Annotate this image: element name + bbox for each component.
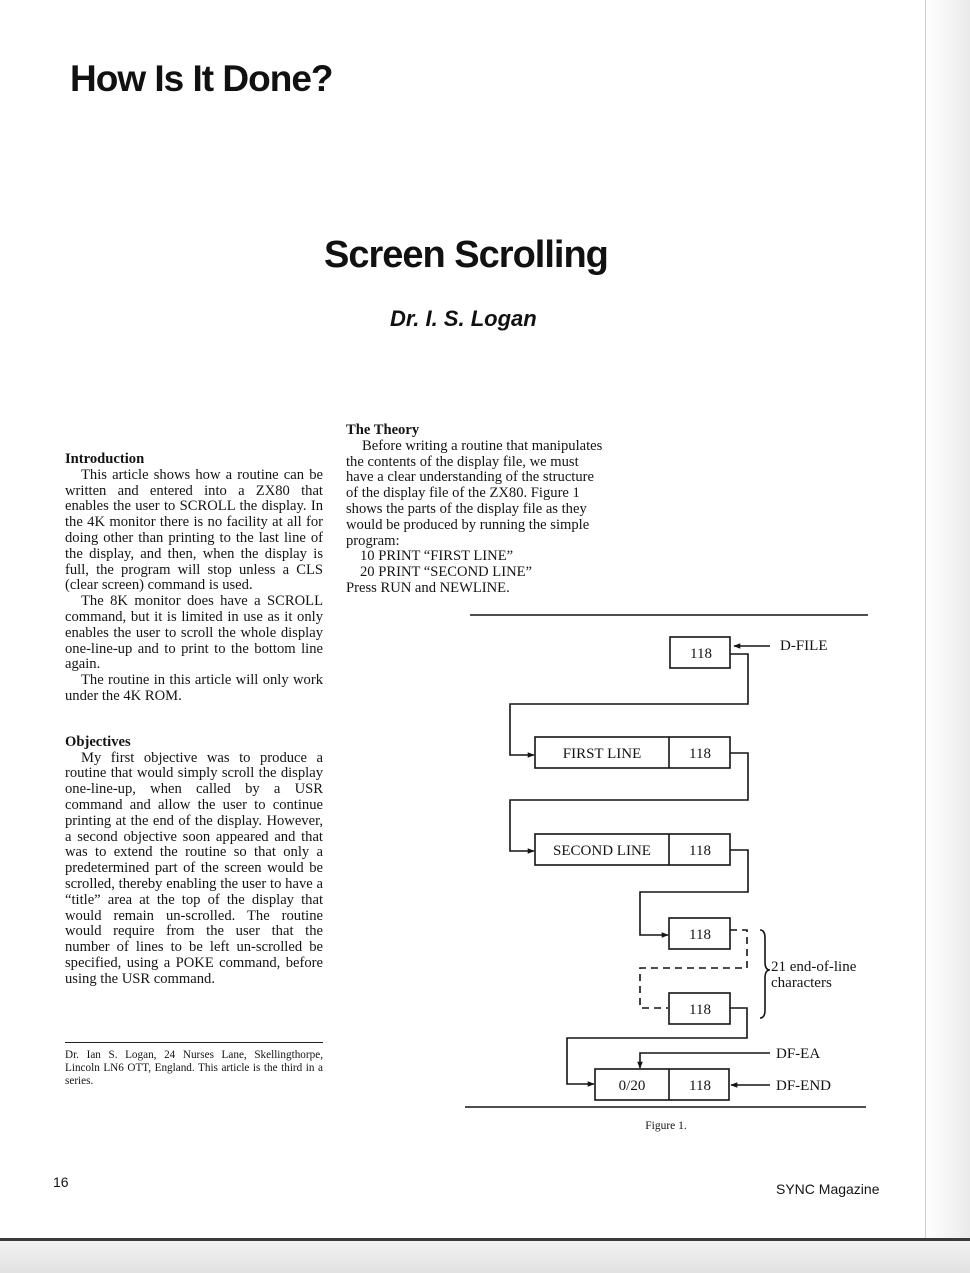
newline-code: 118 bbox=[689, 843, 711, 859]
objectives-heading: Objectives bbox=[65, 733, 131, 750]
program-line: 20 PRINT “SECOND LINE” bbox=[360, 564, 533, 581]
page-number: 16 bbox=[53, 1174, 69, 1190]
df-ea-label: DF-EA bbox=[776, 1046, 821, 1062]
df-ea-pointer-arrow bbox=[640, 1053, 770, 1068]
d-file-label: D-FILE bbox=[780, 638, 828, 654]
magazine-name: SYNC Magazine bbox=[776, 1181, 880, 1197]
second-line-text: SECOND LINE bbox=[553, 843, 651, 859]
last-cell-text: 0/20 bbox=[618, 1078, 646, 1094]
connector-line bbox=[640, 850, 748, 935]
author-footnote: Dr. Ian S. Logan, 24 Nurses Lane, Skellingthorpe, Lincoln LN6 OTT, England. This article is the third in a series. bbox=[65, 1042, 323, 1088]
program-line: 10 PRINT “FIRST LINE” bbox=[360, 548, 514, 565]
introduction-paragraph: The 8K monitor does have a SCROLL command, but it is limited in use as it only enables the user to scroll the whole display one-line-up and to print to the bottom line again. bbox=[65, 593, 323, 673]
newline-code: 118 bbox=[689, 1002, 711, 1018]
newline-code: 118 bbox=[689, 927, 711, 943]
objectives-paragraph: My first objective was to produce a routine that would simply scroll the display one-line-up, when called by a USR command and allow the user to continue printing at the end of the display. However, a second objective soon appeared and that was to extend the routine so that only a predetermined part of the screen would be scrolled, thereby enabling the user to have a “title” area at the top of the display that would remain un-scrolled. The routine would require from the user that the number of lines to be left un-scrolled be specified, using a POKE command, before using the USR command. bbox=[65, 749, 323, 987]
connector-line bbox=[567, 1008, 747, 1084]
theory-paragraph: Before writing a routine that manipulates the contents of the display file, we must have a clear understanding of the structure of the display file of the ZX80. Figure 1 shows the parts of the display file as they would be produced by running the simple program: bbox=[346, 437, 603, 549]
theory-closing: Press RUN and NEWLINE. bbox=[346, 579, 510, 596]
df-end-label: DF-END bbox=[776, 1078, 831, 1094]
theory-heading: The Theory bbox=[346, 422, 420, 438]
brace-label: characters bbox=[771, 975, 832, 991]
article-title: Screen Scrolling bbox=[324, 234, 608, 276]
introduction-paragraph: The routine in this article will only work under the 4K ROM. bbox=[65, 672, 323, 704]
section-title: How Is It Done? bbox=[70, 58, 333, 99]
first-line-text: FIRST LINE bbox=[562, 746, 642, 762]
brace-bracket bbox=[760, 930, 770, 1018]
connector-line bbox=[510, 654, 748, 755]
newline-code: 118 bbox=[689, 746, 711, 762]
newline-code: 118 bbox=[689, 1078, 711, 1094]
introduction-paragraph: This article shows how a routine can be written and entered into a ZX80 that enables the user to SCROLL the display. In the 4K monitor there is no facility at all for doing other than printing to the last line of the display, and then, when the display is full, the program will stop unless a CLS (clear screen) command is used. bbox=[65, 466, 323, 594]
author-byline: Dr. I. S. Logan bbox=[390, 306, 537, 331]
figure-caption: Figure 1. bbox=[645, 1120, 687, 1132]
introduction-heading: Introduction bbox=[65, 451, 145, 467]
newline-code: 118 bbox=[690, 646, 712, 662]
brace-label: 21 end-of-line bbox=[771, 959, 857, 975]
